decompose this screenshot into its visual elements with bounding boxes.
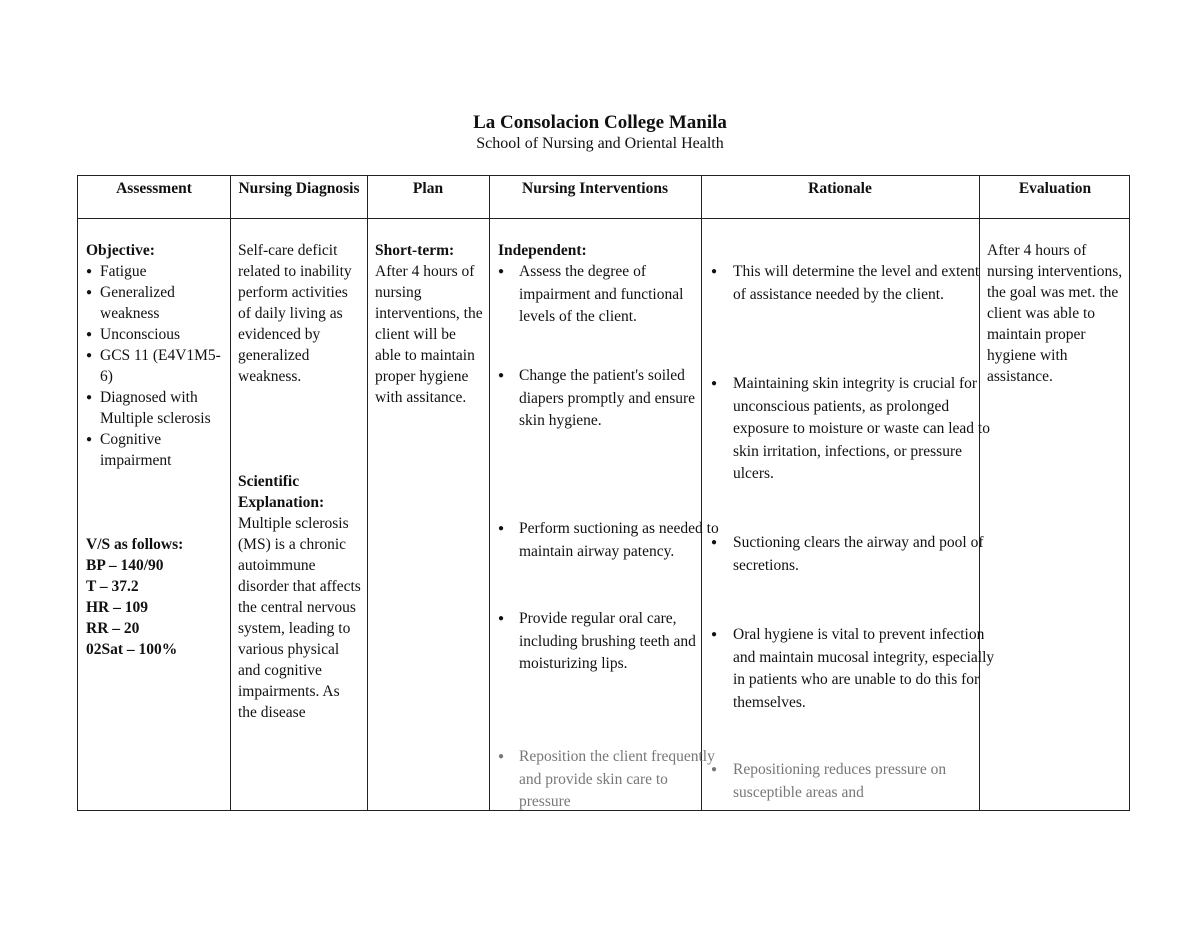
column-divider (230, 176, 231, 810)
bullet-icon: ● (498, 613, 505, 624)
page-title: La Consolacion College Manila (473, 112, 727, 133)
bullet-icon: ● (711, 629, 718, 640)
header-nursing-diagnosis: Nursing Diagnosis (238, 180, 360, 197)
intervention-item: ● Reposition the client frequently and provide skin care to pressure (498, 748, 715, 810)
column-divider (489, 176, 490, 810)
bullet-icon: ● (711, 378, 718, 389)
vital-item: T – 37.2 (86, 578, 139, 595)
intervention-item: ● Change the patient's soiled diapers promptly and ensure skin hygiene. (498, 367, 696, 429)
bullet-icon: ● (498, 370, 505, 381)
finding-item: ● Unconscious (86, 324, 224, 345)
diagnosis-text: Self-care deficit related to inability perform activities of daily living as evidenced by generalized weakness. (238, 242, 352, 385)
page-subtitle: School of Nursing and Oriental Health (476, 135, 724, 152)
bullet-icon: ● (711, 537, 718, 548)
evaluation-text: After 4 hours of nursing interventions, the goal was met. the client was able to maintain proper hygiene with assistance. (987, 242, 1123, 385)
finding-item: ● Diagnosed with Multiple sclerosis (86, 387, 224, 429)
finding-item: ● GCS 11 (E4V1M5-6) (86, 345, 224, 387)
plan-label: Short-term: (375, 242, 455, 259)
bullet-icon: ● (498, 266, 505, 277)
intervention-item: ● Assess the degree of impairment and functional levels of the client. (498, 263, 684, 325)
intervention-item: ● Provide regular oral care, including brushing teeth and moisturizing lips. (498, 610, 696, 672)
plan-text: After 4 hours of nursing interventions, the client will be able to maintain proper hygiene with assitance. (375, 263, 483, 406)
scientific-explanation-text: Multiple sclerosis (MS) is a chronic autoimmune disorder that affects the central nervous system, leading to various physical and cognitive impairments. As the disease (238, 515, 361, 721)
column-divider (367, 176, 368, 810)
interventions-label: Independent: (498, 242, 587, 259)
bullet-icon: ● (498, 751, 505, 762)
finding-item: ● Cognitive impairment (86, 429, 224, 471)
rationale-item: ● Maintaining skin integrity is crucial for unconscious patients, as prolonged exposure to moisture or waste can lead to skin irritation, infections, or pressure ulcers. (711, 375, 990, 482)
bullet-icon: ● (498, 523, 505, 534)
rationale-item: ● Repositioning reduces pressure on susceptible areas and (711, 761, 947, 801)
plan-cell (375, 240, 485, 408)
rationale-item: ● Suctioning clears the airway and pool of secretions. (711, 534, 984, 574)
finding-item: ● Generalized weakness (86, 282, 224, 324)
assessment-cell (86, 240, 224, 660)
vital-item: HR – 109 (86, 599, 148, 616)
vital-item: BP – 140/90 (86, 557, 164, 574)
scientific-explanation-label: Scientific Explanation: (238, 473, 325, 511)
header-nursing-interventions: Nursing Interventions (522, 180, 668, 197)
finding-item: ● Fatigue (86, 261, 224, 282)
header-evaluation: Evaluation (1018, 180, 1092, 197)
rationale-item: ● This will determine the level and extent of assistance needed by the client. (711, 263, 980, 303)
vital-item: 02Sat – 100% (86, 641, 178, 658)
rationale-item: ● Oral hygiene is vital to prevent infection and maintain mucosal integrity, especially in patients who are unable to do this for themselves. (711, 626, 995, 711)
header-plan: Plan (412, 180, 444, 197)
bullet-icon: ● (711, 266, 718, 277)
header-rationale: Rationale (808, 180, 872, 197)
header-assessment: Assessment (116, 180, 192, 197)
header-divider (78, 218, 1129, 219)
objective-label: Objective: (86, 242, 155, 259)
bullet-icon: ● (711, 764, 718, 775)
intervention-item: ● Perform suctioning as needed to maintain airway patency. (498, 520, 719, 560)
diagnosis-cell (238, 240, 362, 723)
vitals-label: V/S as follows: (86, 536, 184, 553)
vital-item: RR – 20 (86, 620, 140, 637)
objective-findings-list (86, 261, 224, 471)
care-plan-table (77, 175, 1130, 811)
